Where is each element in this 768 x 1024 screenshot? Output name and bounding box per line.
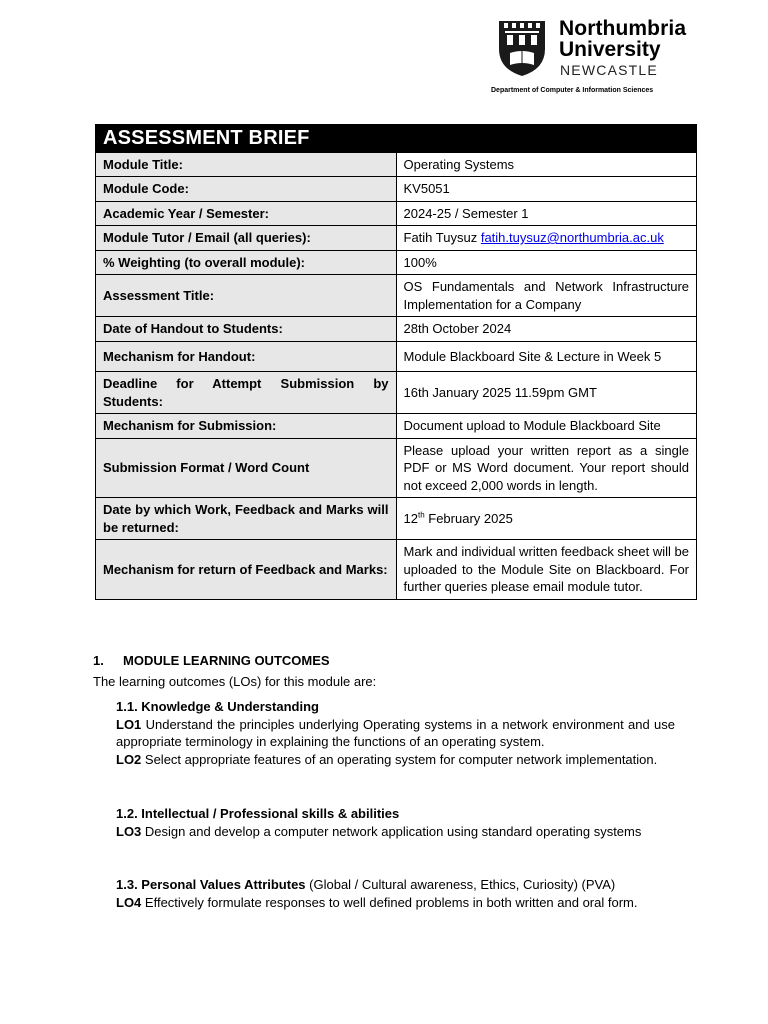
assessment-brief-header-row — [96, 125, 697, 153]
row-label: % Weighting (to overall module): — [96, 250, 397, 275]
return-date-day: 12 — [403, 510, 418, 526]
learning-outcome — [116, 751, 675, 769]
row-value: 16th January 2025 11.59pm GMT — [396, 372, 697, 414]
subsection-heading-suffix: (Global / Cultural awareness, Ethics, Curiosity) (PVA) — [305, 877, 616, 892]
university-logo — [497, 19, 697, 81]
assessment-brief-table — [95, 124, 697, 600]
personal-values-block — [116, 876, 675, 911]
university-name-line2: University — [559, 38, 661, 61]
table-row — [96, 341, 697, 372]
row-value — [396, 226, 697, 251]
row-label: Deadline for Attempt Submission by Students: — [96, 372, 397, 414]
row-value: KV5051 — [396, 177, 697, 202]
row-value: Module Blackboard Site & Lecture in Week 5 — [396, 341, 697, 372]
row-label: Submission Format / Word Count — [96, 438, 397, 498]
row-label: Academic Year / Semester: — [96, 201, 397, 226]
table-row — [96, 250, 697, 275]
university-city: NEWCASTLE — [560, 62, 658, 78]
row-value: Operating Systems — [396, 152, 697, 177]
row-label: Module Title: — [96, 152, 397, 177]
lo-code: LO2 — [116, 751, 142, 767]
intellectual-skills-block — [116, 805, 675, 840]
row-label: Module Code: — [96, 177, 397, 202]
lo-code: LO1 — [116, 716, 142, 732]
section-title: MODULE LEARNING OUTCOMES — [123, 653, 330, 668]
tutor-email-link[interactable]: fatih.tuysuz@northumbria.ac.uk — [480, 230, 664, 245]
lo-text: Effectively formulate responses to well defined problems in both written and oral form. — [141, 894, 638, 910]
table-row — [96, 540, 697, 600]
row-label: Date of Handout to Students: — [96, 317, 397, 342]
tutor-name: Fatih Tuysuz — [403, 230, 478, 245]
table-row — [96, 226, 697, 251]
row-label: Date by which Work, Feedback and Marks will be returned: — [96, 498, 397, 540]
row-value: Mark and individual written feedback sheet will be uploaded to the Module Site on Blackboard. For further queries please email module tutor. — [396, 540, 697, 600]
lo-text: Select appropriate features of an operating system for computer network implementation. — [141, 751, 658, 767]
table-row — [96, 438, 697, 498]
row-label: Mechanism for Submission: — [96, 414, 397, 439]
row-label: Mechanism for Handout: — [96, 341, 397, 372]
row-label: Assessment Title: — [96, 275, 397, 317]
return-date-suffix: th — [417, 510, 425, 520]
university-name-line1: Northumbria — [559, 17, 687, 40]
row-label: Module Tutor / Email (all queries): — [96, 226, 397, 251]
return-date-rest: February 2025 — [424, 510, 513, 526]
knowledge-understanding-block — [116, 698, 675, 768]
row-value — [396, 498, 697, 540]
section-number: 1. — [93, 653, 104, 668]
lo-code: LO4 — [116, 894, 142, 910]
subsection-heading — [116, 876, 675, 894]
table-row — [96, 498, 697, 540]
table-row — [96, 414, 697, 439]
row-value: 100% — [396, 250, 697, 275]
subsection-heading: 1.1. Knowledge & Understanding — [116, 699, 319, 714]
row-label: Mechanism for return of Feedback and Marks: — [96, 540, 397, 600]
section-heading — [93, 652, 330, 670]
university-crest-icon — [497, 19, 547, 77]
row-value: Document upload to Module Blackboard Site — [396, 414, 697, 439]
lo-text: Understand the principles underlying Operating systems in a network environment and use appropriate terminology in explaining the functions of an operating system. — [116, 716, 675, 749]
table-row — [96, 152, 697, 177]
row-value: OS Fundamentals and Network Infrastructure Implementation for a Company — [396, 275, 697, 317]
lo-text: Design and develop a computer network application using standard operating systems — [141, 823, 642, 839]
table-row — [96, 201, 697, 226]
row-value: 2024-25 / Semester 1 — [396, 201, 697, 226]
learning-outcome — [116, 823, 675, 841]
subsection-heading-main: 1.3. Personal Values Attributes — [116, 877, 306, 892]
department-name: Department of Computer & Information Sciences — [491, 87, 654, 94]
lo-code: LO3 — [116, 823, 142, 839]
outcomes-intro: The learning outcomes (LOs) for this module are: — [93, 674, 377, 689]
assessment-brief-title: ASSESSMENT BRIEF — [96, 125, 697, 153]
subsection-heading: 1.2. Intellectual / Professional skills & abilities — [116, 806, 400, 821]
row-value: 28th October 2024 — [396, 317, 697, 342]
row-value: Please upload your written report as a single PDF or MS Word document. Your report should not exceed 2,000 words in length. — [396, 438, 697, 498]
table-row — [96, 317, 697, 342]
table-row — [96, 177, 697, 202]
table-row — [96, 275, 697, 317]
learning-outcome — [116, 716, 675, 751]
table-row — [96, 372, 697, 414]
learning-outcome — [116, 894, 675, 912]
